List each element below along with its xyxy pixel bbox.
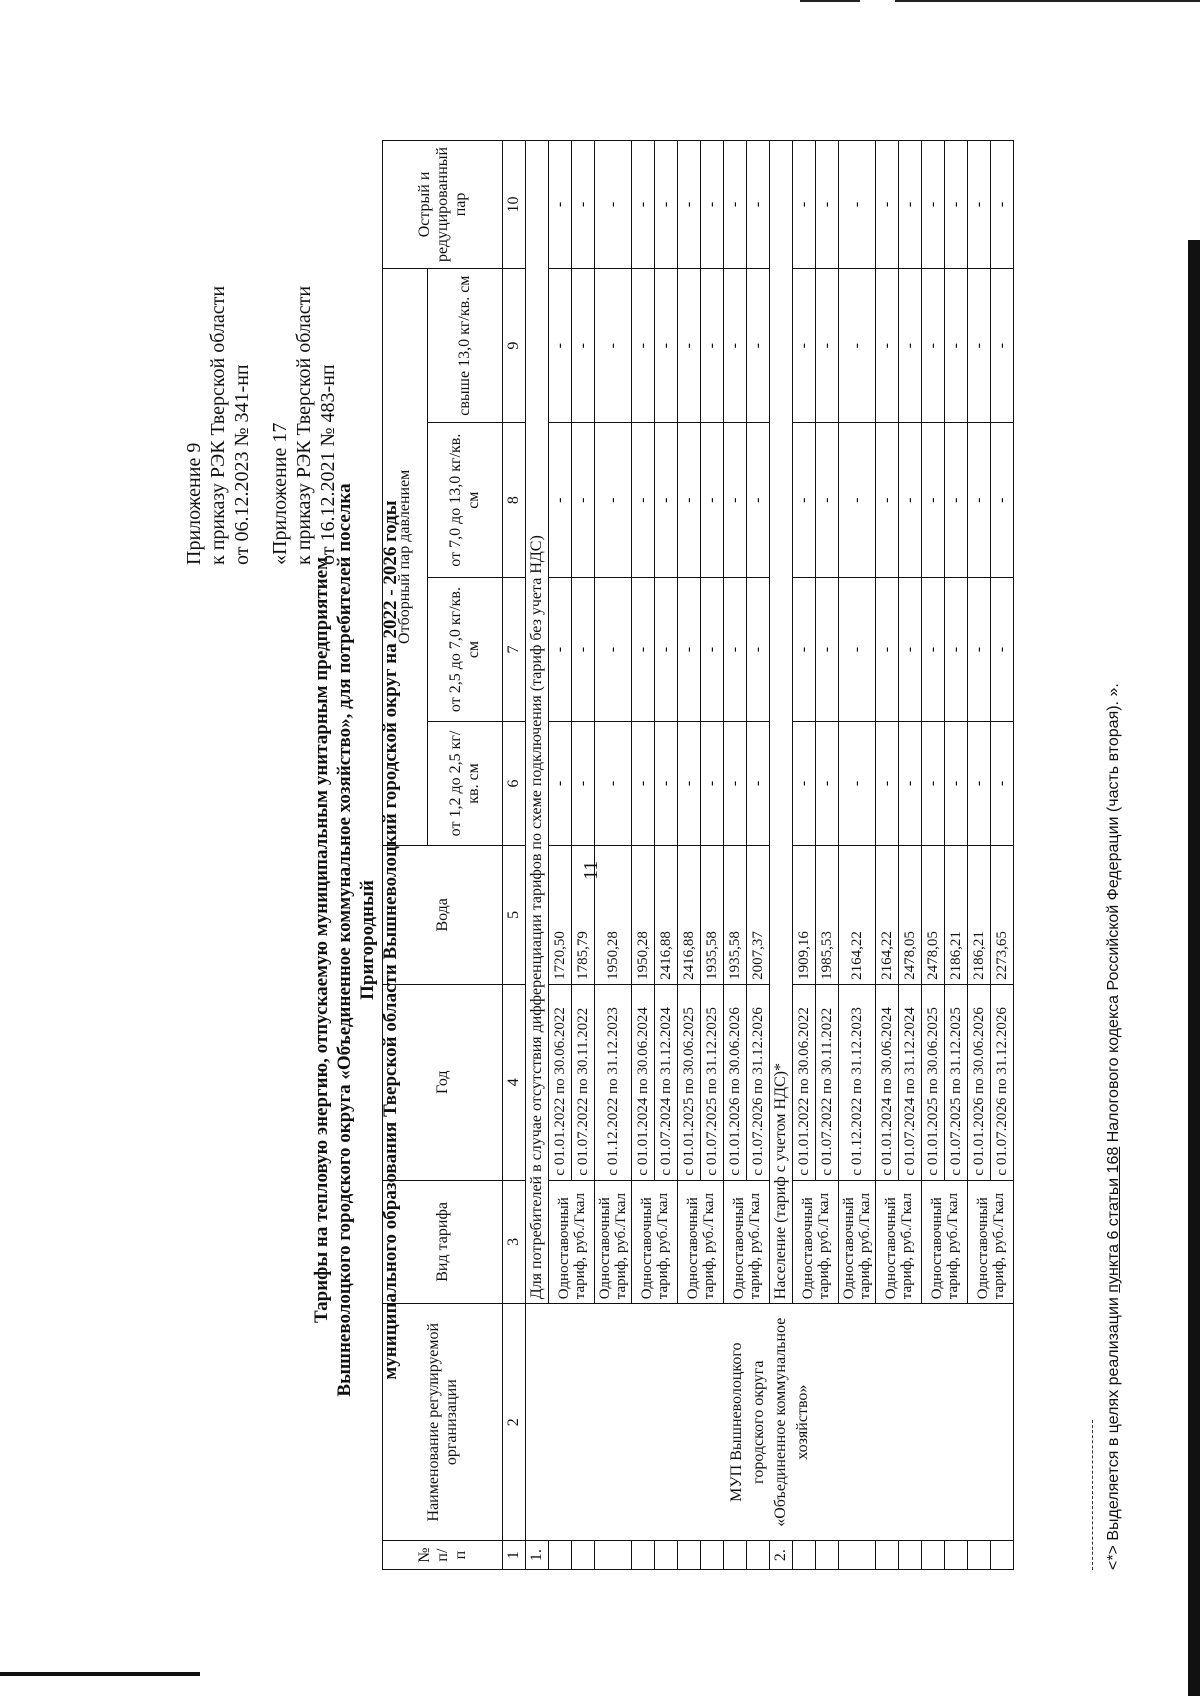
col-number: 6 <box>503 722 526 846</box>
water-value: 2164,22 <box>876 845 899 984</box>
water-value: 1950,28 <box>632 845 655 984</box>
dash-cell: - <box>876 722 899 846</box>
water-value: 1720,50 <box>549 845 572 984</box>
appendix-line: от 16.12.2021 № 483-нп <box>317 364 339 565</box>
water-value: 1935,58 <box>701 845 724 984</box>
period-cell: с 01.01.2025 по 30.06.2025 <box>678 984 701 1180</box>
col-number: 3 <box>503 1180 526 1304</box>
dash-cell: - <box>899 722 922 846</box>
num-cell <box>991 1541 1014 1570</box>
top-rule <box>895 0 1200 2</box>
section-row <box>526 141 549 1570</box>
num-cell <box>945 1541 968 1570</box>
dash-cell: - <box>549 268 572 423</box>
dash-cell: - <box>701 268 724 423</box>
num-cell <box>793 1541 816 1570</box>
col-number: 4 <box>503 984 526 1180</box>
dash-cell: - <box>968 268 991 423</box>
tariff-table <box>382 140 1014 1570</box>
period-cell: с 01.07.2026 по 31.12.2026 <box>991 984 1014 1180</box>
header-year: Год <box>383 984 503 1180</box>
num-cell <box>595 1541 632 1570</box>
dash-cell: - <box>747 722 770 846</box>
dash-cell: - <box>572 141 595 269</box>
period-cell: с 01.01.2024 по 30.06.2024 <box>632 984 655 1180</box>
dash-cell: - <box>991 577 1014 721</box>
dash-cell: - <box>876 423 899 578</box>
water-value: 2416,88 <box>655 845 678 984</box>
section-title: Для потребителей в случае отсутствия дифференциации тарифов по схеме подключения (тариф без учета НДС) <box>526 141 549 1304</box>
dash-cell: - <box>572 268 595 423</box>
dash-cell: - <box>678 268 701 423</box>
appendix-line: к приказу РЭК Тверской области <box>207 285 229 565</box>
dash-cell: - <box>724 423 747 578</box>
dash-cell: - <box>595 268 632 423</box>
num-cell <box>839 1541 876 1570</box>
dash-cell: - <box>816 423 839 578</box>
dash-cell: - <box>945 268 968 423</box>
dash-cell: - <box>572 722 595 846</box>
dash-cell: - <box>793 722 816 846</box>
water-value: 1935,58 <box>724 845 747 984</box>
dash-cell: - <box>724 141 747 269</box>
dash-cell: - <box>678 722 701 846</box>
dash-cell: - <box>549 577 572 721</box>
num-cell <box>632 1541 655 1570</box>
period-cell: с 01.12.2022 по 31.12.2023 <box>839 984 876 1180</box>
dash-cell: - <box>991 268 1014 423</box>
footnote-prefix: <*> Выделяется в целях реализации <box>1105 1292 1122 1570</box>
dash-cell: - <box>793 141 816 269</box>
section-number: 1. <box>526 1541 549 1570</box>
period-cell: с 01.01.2026 по 30.06.2026 <box>724 984 747 1180</box>
dash-cell: - <box>816 722 839 846</box>
dash-cell: - <box>899 577 922 721</box>
table-body <box>526 141 1014 1570</box>
period-cell: с 01.01.2026 по 30.06.2026 <box>968 984 991 1180</box>
dash-cell: - <box>572 423 595 578</box>
num-cell <box>876 1541 899 1570</box>
water-value: 2007,37 <box>747 845 770 984</box>
dash-cell: - <box>793 423 816 578</box>
title-line: Тарифы на тепловую энергию, отпускаемую муниципальным унитарным предприятием <box>311 556 332 1324</box>
water-value: 2478,05 <box>899 845 922 984</box>
dash-cell: - <box>701 423 724 578</box>
dash-cell: - <box>701 141 724 269</box>
dash-cell: - <box>991 141 1014 269</box>
tariff-type: Одноставочный тариф, руб./Гкал <box>876 1180 922 1304</box>
period-cell: с 01.01.2022 по 30.06.2022 <box>549 984 572 1180</box>
footnote <box>1105 683 1123 1570</box>
dash-cell: - <box>968 141 991 269</box>
col-number: 7 <box>503 577 526 721</box>
num-cell <box>701 1541 724 1570</box>
dash-cell: - <box>816 268 839 423</box>
dash-cell: - <box>724 268 747 423</box>
dash-cell: - <box>747 423 770 578</box>
dash-cell: - <box>945 722 968 846</box>
period-cell: с 01.01.2022 по 30.06.2022 <box>793 984 816 1180</box>
period-cell: с 01.07.2025 по 31.12.2025 <box>945 984 968 1180</box>
period-cell: с 01.07.2024 по 31.12.2024 <box>899 984 922 1180</box>
dash-cell: - <box>595 722 632 846</box>
section-title: Население (тариф с учетом НДС)* <box>770 141 793 1304</box>
tariff-type: Одноставочный тариф, руб./Гкал <box>595 1180 632 1304</box>
title-line: Вышневолоцкого городского округа «Объединенное коммунальное хозяйство», для потребителей поселка Пригородный <box>334 483 378 1397</box>
period-cell: с 01.07.2022 по 30.11.2022 <box>816 984 839 1180</box>
dash-cell: - <box>632 423 655 578</box>
dash-cell: - <box>678 141 701 269</box>
header-org: Наименование регулируемой организации <box>383 1304 503 1541</box>
period-cell: с 01.07.2025 по 31.12.2025 <box>701 984 724 1180</box>
appendix-line: Приложение 9 <box>183 442 205 565</box>
dash-cell: - <box>922 423 945 578</box>
tariff-type: Одноставочный тариф, руб./Гкал <box>968 1180 1014 1304</box>
dash-cell: - <box>922 577 945 721</box>
water-value: 2186,21 <box>945 845 968 984</box>
dash-cell: - <box>968 722 991 846</box>
header-pressure-1: от 1,2 до 2,5 кг/кв. см <box>428 722 503 846</box>
period-cell: с 01.01.2025 по 30.06.2025 <box>922 984 945 1180</box>
dash-cell: - <box>655 141 678 269</box>
header-sharp-steam: Острый и редуцированный пар <box>383 141 503 269</box>
num-cell <box>572 1541 595 1570</box>
header-pressure-2: от 2,5 до 7,0 кг/кв. см <box>428 577 503 721</box>
tariff-type: Одноставочный тариф, руб./Гкал <box>632 1180 678 1304</box>
water-value: 2186,21 <box>968 845 991 984</box>
dash-cell: - <box>839 423 876 578</box>
dash-cell: - <box>747 577 770 721</box>
footnote-link[interactable]: пункта 6 статьи 168 <box>1105 1146 1122 1293</box>
document-sheet <box>30 140 1160 1640</box>
header-type: Вид тарифа <box>383 1180 503 1304</box>
water-value: 2273,65 <box>991 845 1014 984</box>
dash-cell: - <box>655 423 678 578</box>
dash-cell: - <box>793 268 816 423</box>
page-number: 11 <box>580 860 602 880</box>
header-pressure-4: свыше 13,0 кг/кв. см <box>428 268 503 423</box>
tariff-type: Одноставочный тариф, руб./Гкал <box>839 1180 876 1304</box>
tariff-type: Одноставочный тариф, руб./Гкал <box>678 1180 724 1304</box>
dash-cell: - <box>724 722 747 846</box>
dash-cell: - <box>549 722 572 846</box>
dash-cell: - <box>632 577 655 721</box>
col-number: 5 <box>503 845 526 984</box>
col-number: 8 <box>503 423 526 578</box>
num-cell <box>655 1541 678 1570</box>
dash-cell: - <box>655 577 678 721</box>
num-cell <box>816 1541 839 1570</box>
tariff-type: Одноставочный тариф, руб./Гкал <box>724 1180 770 1304</box>
dash-cell: - <box>678 577 701 721</box>
tariff-type: Одноставочный тариф, руб./Гкал <box>793 1180 839 1304</box>
water-value: 2416,88 <box>678 845 701 984</box>
dash-cell: - <box>595 423 632 578</box>
dash-cell: - <box>816 141 839 269</box>
dash-cell: - <box>678 423 701 578</box>
appendix-line: от 06.12.2023 № 341-нп <box>231 364 253 565</box>
dash-cell: - <box>549 141 572 269</box>
dash-cell: - <box>922 268 945 423</box>
period-cell: с 01.07.2022 по 30.11.2022 <box>572 984 595 1180</box>
num-cell <box>747 1541 770 1570</box>
dash-cell: - <box>549 423 572 578</box>
num-cell <box>899 1541 922 1570</box>
dash-cell: - <box>991 423 1014 578</box>
num-cell <box>922 1541 945 1570</box>
organization-name: МУП Вышневолоцкого городского округа «Объединенное коммунальное хозяйство» <box>526 1304 1014 1541</box>
header-num: № п/п <box>383 1541 503 1570</box>
dash-cell: - <box>747 141 770 269</box>
dash-cell: - <box>899 268 922 423</box>
dash-cell: - <box>701 577 724 721</box>
dash-cell: - <box>816 577 839 721</box>
title-line: муниципального образования Тверской области Вышневолоцкий городской округ на 2022 - 2026 годы <box>380 500 401 1380</box>
footnote-suffix: Налогового кодекса Российской Федерации (часть вторая). ». <box>1105 683 1122 1147</box>
dash-cell: - <box>968 423 991 578</box>
dash-cell: - <box>632 722 655 846</box>
dash-cell: - <box>595 577 632 721</box>
dash-cell: - <box>991 722 1014 846</box>
period-cell: с 01.01.2024 по 30.06.2024 <box>876 984 899 1180</box>
dash-cell: - <box>655 722 678 846</box>
num-cell <box>968 1541 991 1570</box>
water-value: 1909,16 <box>793 845 816 984</box>
dash-cell: - <box>899 423 922 578</box>
dash-cell: - <box>876 141 899 269</box>
footnote-separator <box>1092 1420 1093 1570</box>
dash-cell: - <box>922 722 945 846</box>
water-value: 2164,22 <box>839 845 876 984</box>
dash-cell: - <box>632 141 655 269</box>
dash-cell: - <box>968 577 991 721</box>
col-number: 1 <box>503 1541 526 1570</box>
appendix-line: к приказу РЭК Тверской области <box>293 285 315 565</box>
tariff-type: Одноставочный тариф, руб./Гкал <box>549 1180 595 1304</box>
dash-cell: - <box>899 141 922 269</box>
dash-cell: - <box>839 141 876 269</box>
water-value: 1985,53 <box>816 845 839 984</box>
dash-cell: - <box>839 268 876 423</box>
period-cell: с 01.12.2022 по 31.12.2023 <box>595 984 632 1180</box>
dash-cell: - <box>945 423 968 578</box>
dash-cell: - <box>595 141 632 269</box>
water-value: 1950,28 <box>595 845 632 984</box>
col-number: 10 <box>503 141 526 269</box>
section-number: 2. <box>770 1541 793 1570</box>
dash-cell: - <box>876 577 899 721</box>
dash-cell: - <box>793 577 816 721</box>
col-number: 2 <box>503 1304 526 1541</box>
dash-cell: - <box>572 577 595 721</box>
scan-edge-right <box>1188 240 1200 1696</box>
dash-cell: - <box>632 268 655 423</box>
period-cell: с 01.07.2026 по 31.12.2026 <box>747 984 770 1180</box>
dash-cell: - <box>945 141 968 269</box>
num-cell <box>678 1541 701 1570</box>
dash-cell: - <box>945 577 968 721</box>
appendix-line: «Приложение 17 <box>269 422 291 565</box>
scan-edge-bottom <box>0 1672 200 1676</box>
dash-cell: - <box>724 577 747 721</box>
col-number: 9 <box>503 268 526 423</box>
tariff-type: Одноставочный тариф, руб./Гкал <box>922 1180 968 1304</box>
water-value: 2478,05 <box>922 845 945 984</box>
dash-cell: - <box>839 577 876 721</box>
header-water: Вода <box>383 845 503 984</box>
top-rule <box>800 0 860 2</box>
num-cell <box>724 1541 747 1570</box>
dash-cell: - <box>922 141 945 269</box>
dash-cell: - <box>655 268 678 423</box>
period-cell: с 01.07.2024 по 31.12.2024 <box>655 984 678 1180</box>
num-cell <box>549 1541 572 1570</box>
dash-cell: - <box>747 268 770 423</box>
dash-cell: - <box>701 722 724 846</box>
header-steam-group: Отборный пар давлением <box>383 268 428 845</box>
header-pressure-3: от 7,0 до 13,0 кг/кв. см <box>428 423 503 578</box>
dash-cell: - <box>876 268 899 423</box>
dash-cell: - <box>839 722 876 846</box>
water-value: 1785,79 <box>572 845 595 984</box>
